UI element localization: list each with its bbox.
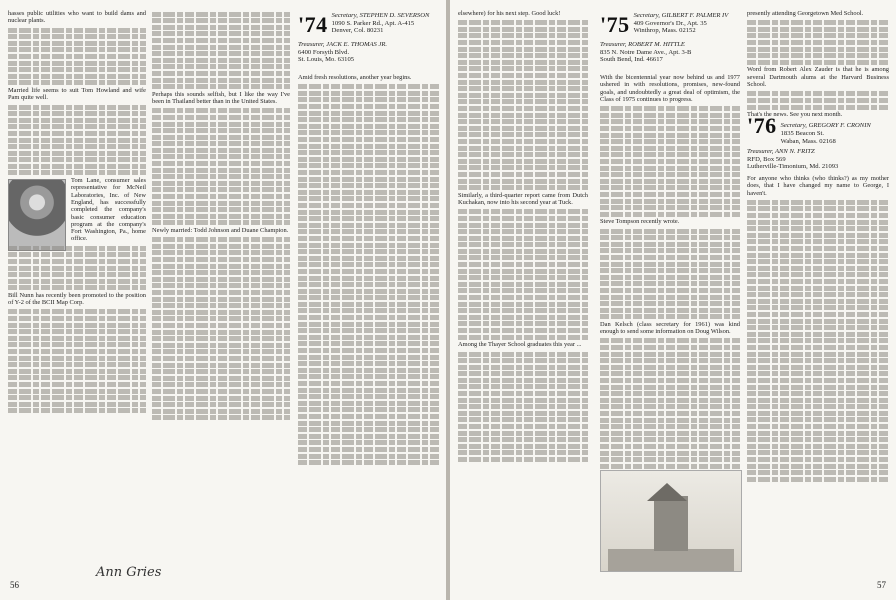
- portrait-photo: [8, 179, 66, 251]
- left-column-2: [152, 10, 290, 422]
- treasurer-line: Treasurer, JACK E. THOMAS JR.: [298, 41, 388, 48]
- paragraph: presently attending Georgetown Med School.: [747, 10, 864, 17]
- paragraph: elsewhere) for his next step. Good luck!: [458, 10, 561, 17]
- page-number: 56: [10, 580, 19, 590]
- class-year: '75: [600, 12, 630, 37]
- treasurer-address-2: South Bend, Ind. 46617: [600, 56, 663, 64]
- paragraph: Similarly, a third-quarter report came from Dutch Kuchakan, now into his second year at Tuck.: [458, 191, 588, 207]
- paragraph: hasses public utilities who want to build dams and nuclear plants.: [8, 10, 146, 25]
- treasurer-address-1: RFD, Box 569: [747, 155, 786, 163]
- paragraph: Steve Tompson recently wrote.: [600, 218, 680, 226]
- paragraph: Amid fresh resolutions, another year begins.: [298, 74, 412, 81]
- class-1975-header: [600, 12, 740, 64]
- treasurer-address-2: St. Louis, Mo. 63105: [298, 56, 355, 64]
- class-year: '74: [298, 12, 328, 37]
- paragraph: Tom Lane, consumer sales representative for McNeil Laboratories, Inc. of New England, has successfully completed the company's basic consumer education program at the company's Fort Washington, Pa., home office.: [71, 177, 146, 243]
- right-column-2: [747, 10, 889, 483]
- treasurer-block: [298, 41, 440, 64]
- left-column-1: [8, 10, 146, 415]
- paragraph: Among the Thayer School graduates this year ...: [458, 341, 582, 349]
- treasurer-address-1: 6400 Forsyth Blvd.: [298, 48, 350, 56]
- left-page: [0, 0, 446, 600]
- secretary-block: [634, 12, 729, 35]
- secretary-block: [781, 122, 871, 145]
- paragraph: Bill Nunn has recently been promoted to the position of Y-2 of the BCII Map Corp.: [8, 291, 146, 307]
- secretary-address-1: 1835 Beacon St.: [780, 130, 825, 138]
- right-column-0: [458, 10, 588, 464]
- right-column-1: [600, 74, 740, 523]
- dartmouth-building-illustration: [600, 470, 742, 572]
- paragraph: Dan Kelsch (class secretary for 1961) was kind enough to send some information on Doug Wilson.: [600, 320, 740, 336]
- left-column-3: [298, 74, 440, 467]
- handwritten-signature: Ann Gries: [96, 565, 162, 580]
- class-1974-header: [298, 12, 440, 64]
- paragraph: Word from Robert Alex Zauder is that he is among several Dartmouth alums at the Harvard Business School.: [747, 66, 889, 89]
- paragraph: With the bicentennial year now behind us and 1977 ushered in with resolutions, promises, new-found goals, and undoubtedly a great deal of optimism, the Class of 1975 continues to progress.: [600, 74, 740, 103]
- treasurer-block: [600, 41, 740, 64]
- paragraph: Perhaps this sounds selfish, but I like the way I've been in Thailand better than in the United States.: [152, 90, 290, 106]
- treasurer-address-2: Lutherville-Timonium, Md. 21093: [747, 163, 839, 171]
- secretary-address-2: Waban, Mass. 02168: [780, 137, 836, 145]
- treasurer-line: Treasurer, ROBERT M. HITTLE: [600, 41, 685, 48]
- page-number: 57: [877, 580, 886, 590]
- secretary-address-2: Denver, Col. 80231: [331, 27, 384, 35]
- secretary-address-2: Winthrop, Mass. 02152: [633, 27, 696, 35]
- paragraph: For anyone who thinks (who thinks?) as my mother does, that I have changed my name to George, I haven't.: [747, 174, 889, 197]
- right-page: [450, 0, 896, 600]
- secretary-address-1: 1090 S. Parker Rd., Apt. A-415: [331, 19, 415, 27]
- secretary-line: Secretary, GILBERT F. PALMER IV: [633, 12, 729, 19]
- secretary-block: [332, 12, 430, 35]
- treasurer-line: Treasurer, ANN N. FRITZ: [747, 148, 815, 156]
- secretary-line: Secretary, GREGORY F. CRONIN: [780, 122, 871, 130]
- paragraph: That's the news. See you next month.: [747, 111, 843, 119]
- class-year: '76: [747, 113, 777, 139]
- secretary-line: Secretary, STEPHEN D. SEVERSON: [331, 12, 430, 19]
- treasurer-address-1: 835 N. Notre Dame Ave., Apt. 3-B: [600, 48, 692, 56]
- paragraph: Married life seems to suit Tom Howland and wife Pam quite well.: [8, 86, 146, 102]
- treasurer-block: [747, 148, 889, 171]
- paragraph: Newly married: Todd Johnson and Duane Champion.: [152, 227, 289, 234]
- secretary-address-1: 409 Governor's Dr., Apt. 35: [633, 19, 707, 27]
